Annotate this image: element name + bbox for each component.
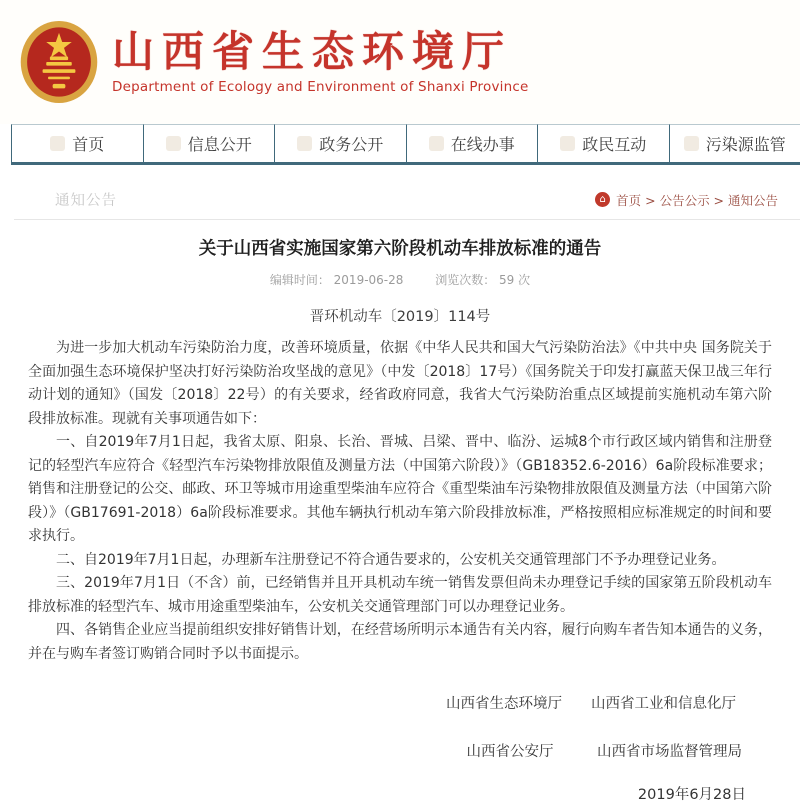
nav-item-home[interactable]	[11, 124, 143, 162]
signature-line-1: 山西省生态环境厅 山西省工业和信息化厅	[28, 692, 772, 713]
nav-item-label: 污染源监管	[706, 132, 786, 155]
notice-article	[0, 235, 800, 804]
nav-item-online-services[interactable]	[406, 124, 538, 162]
paragraph: 四、各销售企业应当提前组织安排好销售计划，在经营场所明示本通告有关内容，履行向购车者告知本通告的义务，并在与购车者签订购销合同时予以书面提示。	[28, 619, 772, 666]
nav-item-label: 在线办事	[451, 132, 515, 155]
info-disclosure-icon	[166, 136, 181, 151]
home-nav-icon	[50, 136, 65, 151]
nav-item-public-interaction[interactable]	[537, 124, 669, 162]
gov-affairs-icon	[297, 136, 312, 151]
nav-item-label: 信息公开	[188, 132, 252, 155]
divider-line	[14, 219, 800, 220]
nav-item-info-disclosure[interactable]	[143, 124, 275, 162]
edit-time: 编辑时间： 2019-06-28	[270, 273, 404, 287]
signature-date: 2019年6月28日	[28, 783, 772, 804]
brand-block	[112, 29, 528, 95]
nav-item-label: 政民互动	[582, 132, 646, 155]
paragraph: 为进一步加大机动车污染防治力度，改善环境质量，依据《中华人民共和国大气污染防治法》《中共中央 国务院关于全面加强生态环境保护坚决打好污染防治攻坚战的意见》（中发〔2018〕17号）《国务院关于印发打赢蓝天保卫战三年行动计划的通知》（国发〔2018〕22号）的有关要求，经省政府同意，我省大气污染防治重点区域提前实施机动车第六阶段排放标准。现就有关事项通告如下：	[28, 337, 772, 431]
nav-item-label: 首页	[72, 132, 104, 155]
paragraph: 三、2019年7月1日（不含）前，已经销售并且开具机动车统一销售发票但尚未办理登记手续的国家第五阶段机动车排放标准的轻型汽车、城市用途重型柴油车，公安机关交通管理部门可以办理登记业务。	[28, 572, 772, 619]
breadcrumb-trail[interactable]: 首页 > 公告公示 > 通知公告	[616, 191, 778, 209]
article-body	[28, 337, 772, 666]
signature-line-2: 山西省公安厅 山西省市场监督管理局	[28, 740, 772, 761]
pollution-supervision-icon	[684, 136, 699, 151]
article-meta	[28, 271, 772, 288]
online-services-icon	[429, 136, 444, 151]
nav-item-pollution-supervision[interactable]	[669, 124, 800, 162]
site-title: 山西省生态环境厅	[112, 29, 528, 75]
nav-item-gov-affairs[interactable]	[274, 124, 406, 162]
paragraph: 一、自2019年7月1日起，我省太原、阳泉、长治、晋城、吕梁、晋中、临汾、运城8个市行政区域内销售和注册登记的轻型汽车应符合《轻型汽车污染物排放限值及测量方法（中国第六阶段）》（GB18352.6-2016）6a阶段标准要求；销售和注册登记的公交、邮政、环卫等城市用途重型柴油车应符合《重型柴油车污染物排放限值及测量方法（中国第六阶段）》（GB17691-2018）6a阶段标准要求。其他车辆执行机动车第六阶段排放标准，严格按照相应标准规定的时间和要求执行。	[28, 431, 772, 549]
national-emblem-icon	[18, 18, 100, 106]
main-nav	[11, 124, 800, 165]
document-number: 晋环机动车〔2019〕114号	[28, 305, 772, 326]
site-header	[0, 0, 800, 124]
site-subtitle: Department of Ecology and Environment of Shanxi Province	[112, 79, 528, 95]
breadcrumb[interactable]	[595, 191, 778, 209]
home-icon: ⌂	[595, 192, 610, 207]
section-title: 通知公告	[55, 189, 117, 210]
public-interaction-icon	[560, 136, 575, 151]
breadcrumb-row	[0, 189, 800, 210]
nav-item-label: 政务公开	[319, 132, 383, 155]
view-count: 浏览次数： 59 次	[435, 273, 530, 287]
article-title: 关于山西省实施国家第六阶段机动车排放标准的通告	[28, 235, 772, 260]
paragraph: 二、自2019年7月1日起，办理新车注册登记不符合通告要求的，公安机关交通管理部门不予办理登记业务。	[28, 549, 772, 573]
